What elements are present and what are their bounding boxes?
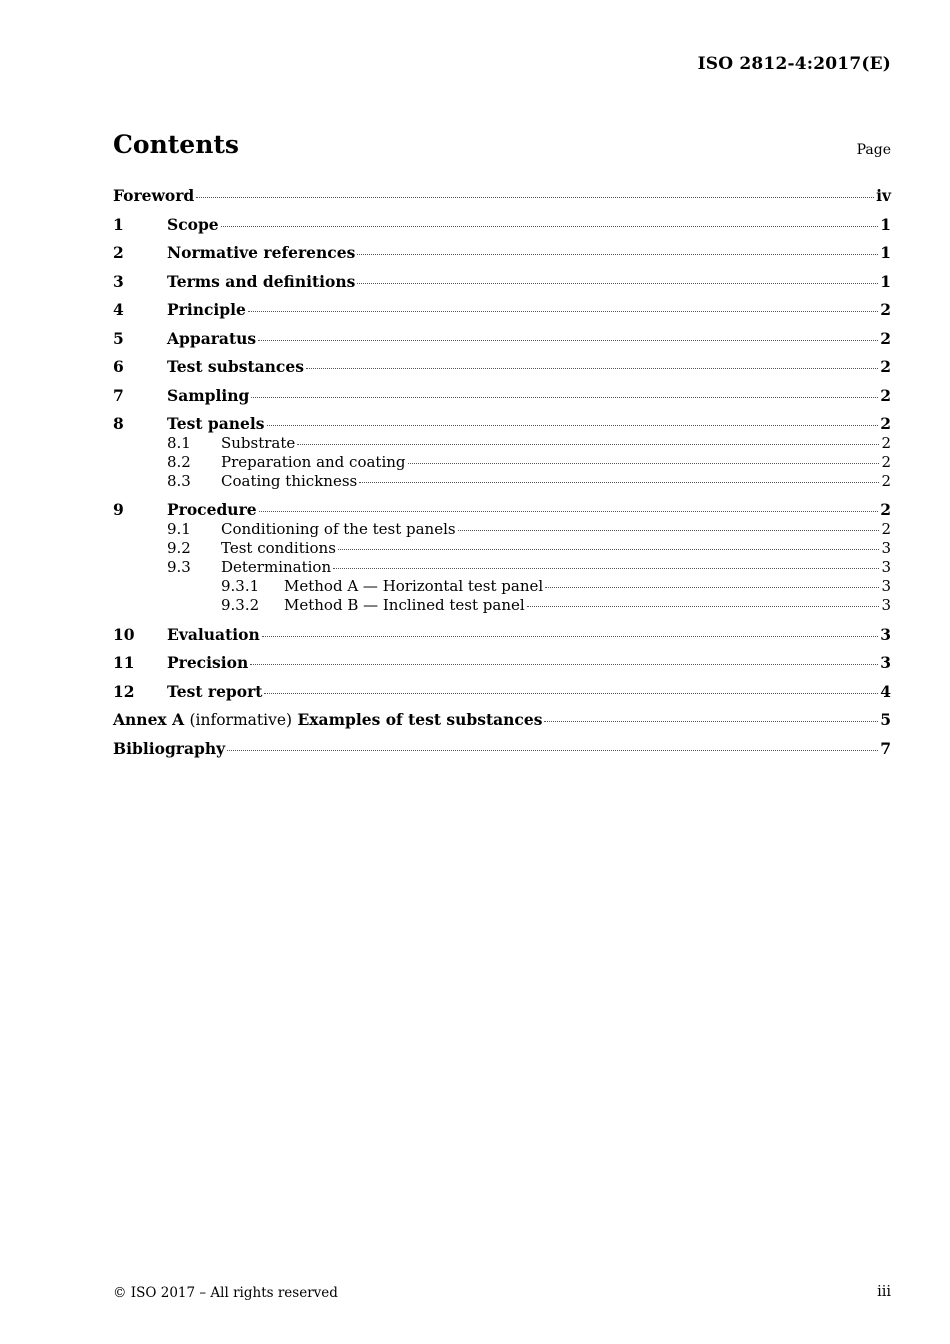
toc-entry-label: Evaluation — [167, 624, 260, 644]
toc-entry-label: Coating thickness — [221, 471, 358, 490]
toc-entry-label: Preparation and coating — [221, 452, 406, 471]
toc-entry-page: 3 — [881, 577, 891, 596]
toc-entry-page: 2 — [881, 471, 891, 490]
toc-entry-number: 9.1 — [167, 519, 191, 538]
table-of-contents — [113, 186, 891, 767]
dot-leader — [458, 529, 880, 531]
toc-entry-apparatus[interactable] — [113, 329, 891, 358]
toc-entry-sampling[interactable] — [113, 386, 891, 415]
toc-entry-number: 2 — [113, 243, 124, 262]
dot-leader — [297, 443, 879, 445]
toc-entry-label: Substrate — [221, 433, 296, 452]
toc-entry-number: 4 — [113, 300, 124, 319]
dot-leader — [338, 548, 880, 550]
toc-entry-page: 2 — [880, 300, 891, 319]
toc-entry-label: Principle — [167, 300, 246, 319]
toc-entry-page: 3 — [881, 557, 891, 576]
dot-leader — [250, 663, 878, 665]
toc-entry-page: 2 — [881, 452, 891, 471]
toc-entry-method-a[interactable] — [113, 577, 891, 596]
toc-entry-label: Precision — [167, 653, 249, 672]
toc-entry-page: 3 — [881, 596, 891, 615]
dot-leader — [306, 367, 878, 369]
dot-leader — [267, 424, 879, 426]
dot-leader — [357, 253, 878, 255]
toc-entry-page: 2 — [880, 500, 891, 520]
toc-entry-number: 9.2 — [167, 538, 191, 557]
toc-entry-number: 9.3.2 — [221, 596, 260, 615]
dot-leader — [545, 586, 879, 588]
toc-entry-number: 8.1 — [167, 433, 191, 452]
toc-entry-page: 5 — [880, 710, 891, 729]
page-number: iii — [877, 1284, 891, 1300]
toc-entry-label: Examples of test substances — [297, 710, 543, 729]
toc-entry-label: Sampling — [167, 385, 250, 405]
toc-entry-page: 1 — [880, 271, 891, 291]
toc-entry-label: Scope — [167, 214, 219, 234]
toc-entry-page: 3 — [880, 653, 891, 672]
toc-entry-number: 3 — [113, 271, 124, 291]
toc-entry-label: Terms and definitions — [167, 271, 356, 291]
toc-entry-label: Foreword — [113, 186, 195, 205]
toc-entry-conditioning[interactable] — [113, 520, 891, 539]
toc-entry-test-substances[interactable] — [113, 357, 891, 386]
toc-entry-annex-a[interactable] — [113, 710, 891, 739]
toc-entry-page: 2 — [881, 433, 891, 452]
toc-entry-page: 2 — [880, 328, 891, 348]
toc-entry-number: 8.3 — [167, 471, 191, 490]
toc-entry-page: 2 — [880, 357, 891, 376]
dot-leader — [408, 462, 880, 464]
toc-entry-method-b[interactable] — [113, 596, 891, 615]
annex-qualifier: (informative) — [189, 711, 293, 729]
toc-entry-label: Normative references — [167, 243, 356, 262]
toc-entry-label: Apparatus — [167, 328, 257, 348]
toc-entry-coating-thickness[interactable] — [113, 472, 891, 491]
dot-leader — [196, 196, 874, 198]
toc-entry-number: 8 — [113, 414, 124, 433]
toc-entry-page: 2 — [880, 414, 891, 433]
dot-leader — [258, 339, 878, 341]
toc-entry-test-panels[interactable] — [113, 414, 891, 434]
dot-leader — [359, 481, 879, 483]
toc-entry-page: 1 — [880, 243, 891, 262]
page-column-label: Page — [856, 142, 891, 158]
dot-leader — [527, 605, 880, 607]
toc-entry-foreword[interactable] — [113, 186, 891, 215]
toc-entry-number: 9 — [113, 500, 124, 520]
dot-leader — [357, 282, 878, 284]
annex-prefix: Annex A — [113, 710, 185, 729]
contents-title: Contents — [113, 130, 240, 159]
toc-entry-number: 9.3.1 — [221, 577, 260, 596]
toc-entry-label: Test report — [167, 681, 263, 701]
dot-leader — [259, 510, 879, 512]
toc-entry-procedure[interactable] — [113, 500, 891, 520]
toc-entry-number: 8.2 — [167, 452, 191, 471]
toc-entry-page: iv — [876, 186, 891, 205]
toc-entry-evaluation[interactable] — [113, 625, 891, 654]
toc-entry-preparation-and-coating[interactable] — [113, 453, 891, 472]
dot-leader — [227, 749, 878, 751]
dot-leader — [248, 310, 878, 312]
toc-entry-label: Test substances — [167, 357, 304, 376]
dot-leader — [251, 396, 878, 398]
toc-entry-label: Procedure — [167, 500, 257, 520]
toc-entry-page: 2 — [881, 519, 891, 538]
toc-entry-label: Conditioning of the test panels — [221, 519, 456, 538]
toc-entry-label: Bibliography — [113, 738, 226, 758]
toc-entry-page: 7 — [880, 738, 891, 758]
toc-entry-test-conditions[interactable] — [113, 539, 891, 558]
dot-leader — [264, 692, 878, 694]
toc-entry-page: 2 — [880, 385, 891, 405]
toc-entry-scope[interactable] — [113, 215, 891, 244]
dot-leader — [333, 567, 879, 569]
toc-entry-page: 3 — [880, 624, 891, 644]
toc-entry-number: 11 — [113, 653, 135, 672]
toc-entry-number: 6 — [113, 357, 124, 376]
dot-leader — [262, 635, 878, 637]
toc-entry-page: 3 — [881, 538, 891, 557]
dot-leader — [221, 225, 879, 227]
toc-entry-number: 10 — [113, 624, 135, 644]
toc-entry-label: Determination — [221, 557, 332, 576]
toc-entry-label: Method B — Inclined test panel — [284, 596, 525, 615]
toc-entry-page: 4 — [880, 681, 891, 701]
toc-entry-label: Test panels — [167, 414, 265, 433]
toc-entry-principle[interactable] — [113, 300, 891, 329]
toc-entry-number: 7 — [113, 385, 124, 405]
toc-entry-number: 9.3 — [167, 557, 191, 576]
toc-entry-number: 1 — [113, 214, 124, 234]
toc-entry-terms-and-definitions[interactable] — [113, 272, 891, 301]
toc-entry-test-report[interactable] — [113, 682, 891, 711]
toc-entry-number: 5 — [113, 328, 124, 348]
document-reference: ISO 2812-4:2017(E) — [697, 54, 891, 74]
toc-entry-number: 12 — [113, 681, 135, 701]
dot-leader — [544, 720, 878, 722]
toc-entry-normative-references[interactable] — [113, 243, 891, 272]
toc-entry-determination[interactable] — [113, 558, 891, 577]
toc-entry-page: 1 — [880, 214, 891, 234]
toc-entry-bibliography[interactable] — [113, 739, 891, 768]
toc-entry-precision[interactable] — [113, 653, 891, 682]
toc-entry-substrate[interactable] — [113, 434, 891, 453]
toc-entry-label: Method A — Horizontal test panel — [284, 577, 544, 596]
copyright-notice: © ISO 2017 – All rights reserved — [113, 1285, 338, 1301]
toc-entry-label: Test conditions — [221, 538, 336, 557]
